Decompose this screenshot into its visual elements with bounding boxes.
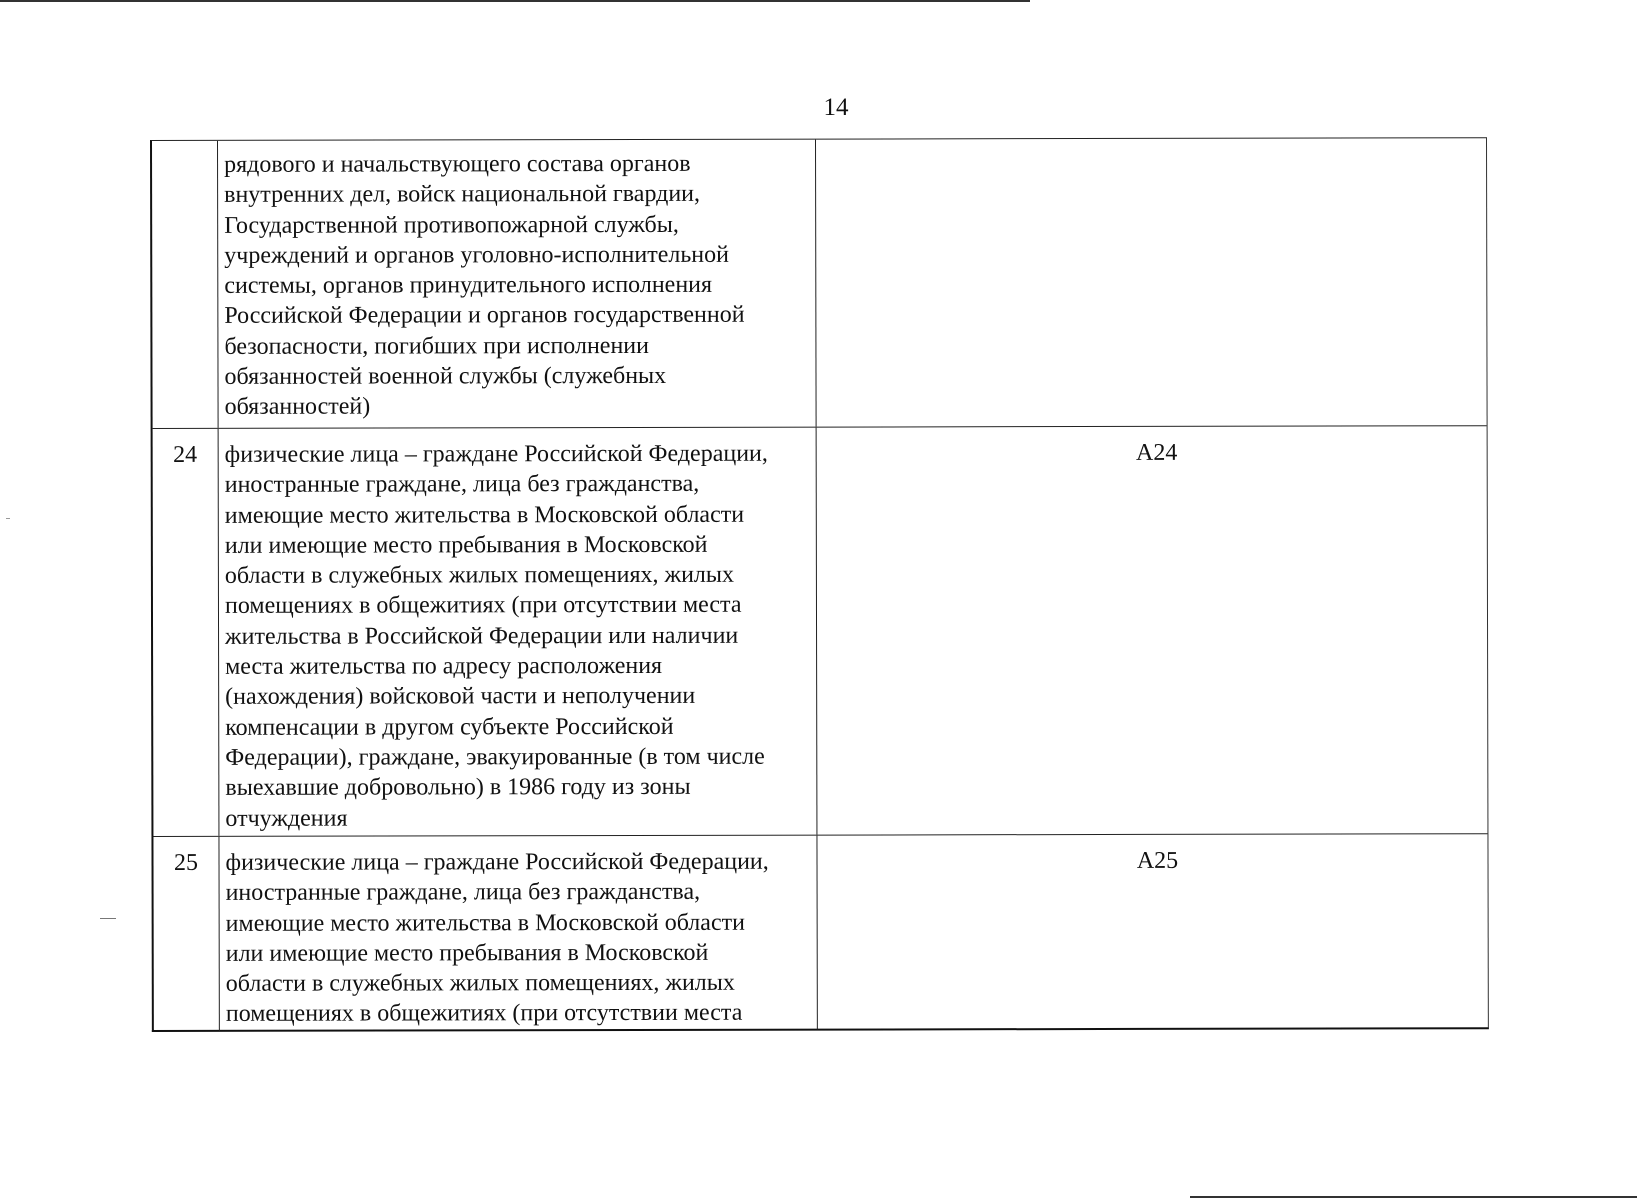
description-line: выехавшие добровольно) в 1986 году из зоны [225,774,691,802]
row-description-cell [219,428,818,836]
scan-edge-top [0,0,1030,2]
row-description-cell [219,836,817,1031]
description-line: области в служебных жилых помещениях, жилых [224,561,735,590]
description-line: Федерации), граждане, эвакуированные (в том числе [225,743,765,771]
row-number-cell: 25 [153,837,219,1031]
table-row [153,426,1488,837]
description-line: Государственной противопожарной службы, [224,211,679,239]
row-number-cell: 24 [153,429,220,836]
description-line: помещениях в общежитиях (при отсутствии места [224,592,742,620]
description-line: внутренних дел, войск национальной гвардии, [224,181,701,209]
table-row [153,834,1487,1031]
description-line: безопасности, погибших при исполнении [224,332,650,360]
row-code-cell [816,138,1487,426]
description-line: учреждений и органов уголовно-исполнительной [224,241,730,269]
description-line: компенсации в другом субъекте Российской [225,713,674,741]
row-code-cell: А24 [1135,439,1178,466]
scan-edge-bottom [1190,1196,1637,1198]
row-number-cell [152,141,219,428]
page-number: 14 [823,94,849,121]
description-line: физические лица – граждане Российской Федерации, [225,848,769,876]
description-line: обязанностей военной службы (служебных [224,362,667,390]
description-line: области в служебных жилых помещениях, жилых [225,969,735,998]
row-code-cell: А25 [1136,847,1179,874]
scan-mark [6,518,10,519]
description-line: физические лица – граждане Российской Федерации, [224,440,768,468]
table-row [152,138,1487,429]
description-line: иностранные граждане, лица без гражданства, [224,471,700,499]
description-line: Российской Федерации и органов государственной [224,302,745,330]
beneficiaries-table [150,137,1489,1032]
scan-mark [100,918,116,919]
description-line: имеющие место жительства в Московской области [225,909,745,937]
description-line: жительства в Российской Федерации или наличии [225,622,739,650]
row-description-cell [218,140,817,428]
description-line: места жительства по адресу расположения [225,653,663,680]
description-line: или имеющие место пребывания в Московской [225,939,709,967]
description-line: иностранные граждане, лица без гражданства, [225,879,701,907]
description-line: или имеющие место пребывания в Московской [224,531,708,559]
description-line: системы, органов принудительного исполнения [224,272,713,300]
description-line: обязанностей) [224,393,371,421]
description-line: отчуждения [225,805,348,832]
description-line: рядового и начальствующего состава органов [224,150,691,178]
description-line: имеющие место жительства в Московской области [224,501,745,529]
description-line: (нахождения) войсковой части и неполучении [225,683,696,711]
description-line: помещениях в общежитиях (при отсутствии места [225,1000,743,1028]
